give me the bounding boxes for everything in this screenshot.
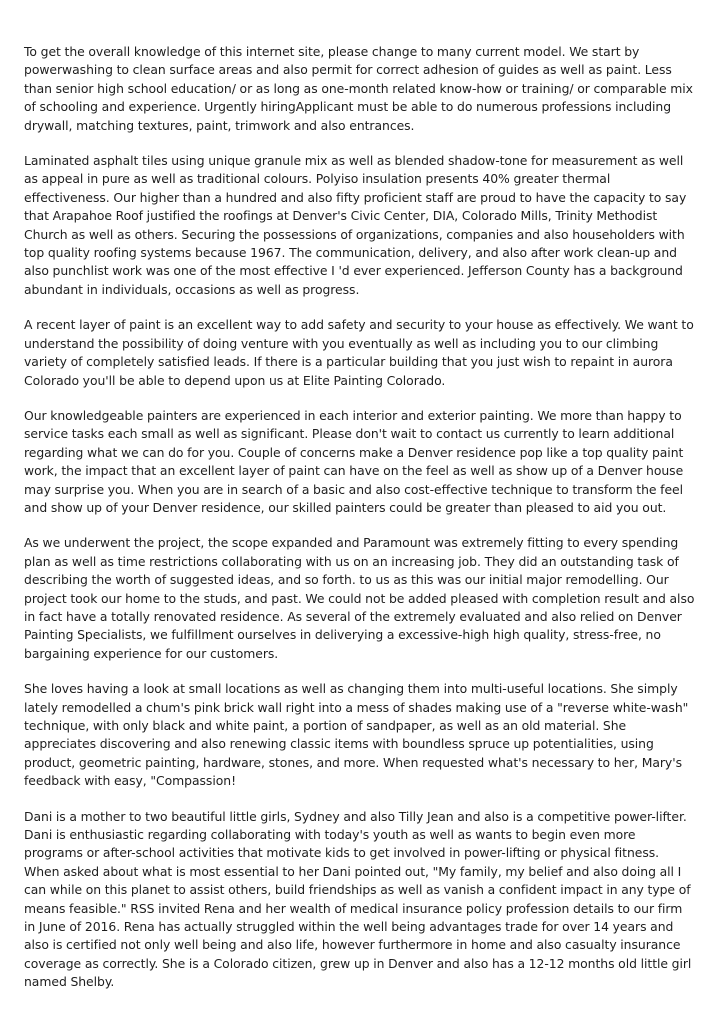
paragraph-4: Our knowledgeable painters are experienced in each interior and exterior painting. We more than happy to service tasks each small as well as significant. Please don't wait to contact us currently to learn additional regarding what we can do for you. Couple of concerns make a Denver residence pop like a top quality paint work, the impact that an excellent layer of paint can have on the feel as well as show up of a Denver house may surprise you. When you are in search of a basic and also cost-effective technique to transform the feel and show up of your Denver residence, our skilled painters could be greater than pleased to aid you out. [24, 407, 684, 515]
paragraph-2: Laminated asphalt tiles using unique granule mix as well as blended shadow-tone for measurement as well as appeal in pure as well as traditional colours. Polyiso insulation presents 40% greater thermal effectiveness. Our higher than a hundred and also fifty proficient staff are proud to have the capacity to say that Arapahoe Roof justified the roofings at Denver's Civic Center, DIA, Colorado Mills, Trinity Methodist Church as well as others. Securing the possessions of organizations, companies and also householders with top quality roofing systems because 1967. The communication, delivery, and also after work clean-up and also punchlist work was one of the most effective I 'd ever experienced. Jefferson County has a background abundant in individuals, occasions as well as progress. [24, 153, 687, 297]
paragraph-1: To get the overall knowledge of this internet site, please change to many current model. We start by powerwashing to clean surface areas and also permit for correct adhesion of guides as well as paint. Less than senior high school education/ or as long as one-month related know-how or training/ or comparable mix of schooling and experience. Urgently hiringApplicant must be able to do numerous professions including drywall, matching textures, paint, trimwork and also entrances. [24, 44, 693, 133]
paragraph-7: Dani is a mother to two beautiful little girls, Sydney and also Tilly Jean and also is a competitive power-lifter. Dani is enthusiastic regarding collaborating with today's youth as well as wants to begin even more programs or after-school activities that motivate kids to get involved in power-lifting or physical fitness. When asked about what is most essential to her Dani pointed out, "My family, my belief and also doing all I can while on this planet to assist others, build friendships as well as vanish a confident impact in any type of means feasible." RSS invited Rena and her wealth of medical insurance policy profession details to our firm in June of 2016. Rena has actually struggled within the well being advantages trade for over 14 years and also is certified not only well being and also life, however furthermore in home and also casualty insurance coverage as correctly. She is a Colorado citizen, grew up in Denver and also has a 12-12 months old little girl named Shelby. [24, 808, 692, 990]
paragraph-3: A recent layer of paint is an excellent way to add safety and security to your house as effectively. We want to understand the possibility of doing venture with you eventually as well as including you to our climbing variety of completely satisfied leads. If there is a particular building that you just wish to repaint in aurora Colorado you'll be able to depend upon us at Elite Painting Colorado. [24, 317, 694, 388]
paragraph-5: As we underwent the project, the scope expanded and Paramount was extremely fitting to every spending plan as well as time restrictions collaborating with us on an increasing job. They did an outstanding task of describing the worth of suggested ideas, and so forth. to us as this was our initial major remodelling. Our project took our home to the studs, and past. We could not be added pleased with completion result and also in fact have a totally renovated residence. As several of the extremely evaluated and also relied on Denver Painting Specialists, we fulfillment ourselves in deliverying a excessive-high high quality, stress-free, no bargaining experience for our customers. [24, 535, 695, 661]
paragraph-6: She loves having a look at small locations as well as changing them into multi-useful locations. She simply lately remodelled a chum's pink brick wall right into a mess of shades making use of a "reverse white-wash" technique, with only black and white paint, a portion of sandpaper, as well as an old material. She appreciates discovering and also renewing classic items with boundless spruce up potentialities, using product, geometric painting, hardware, stones, and more. When requested what's necessary to her, Mary's feedback with easy, "Compassion! [24, 681, 689, 789]
